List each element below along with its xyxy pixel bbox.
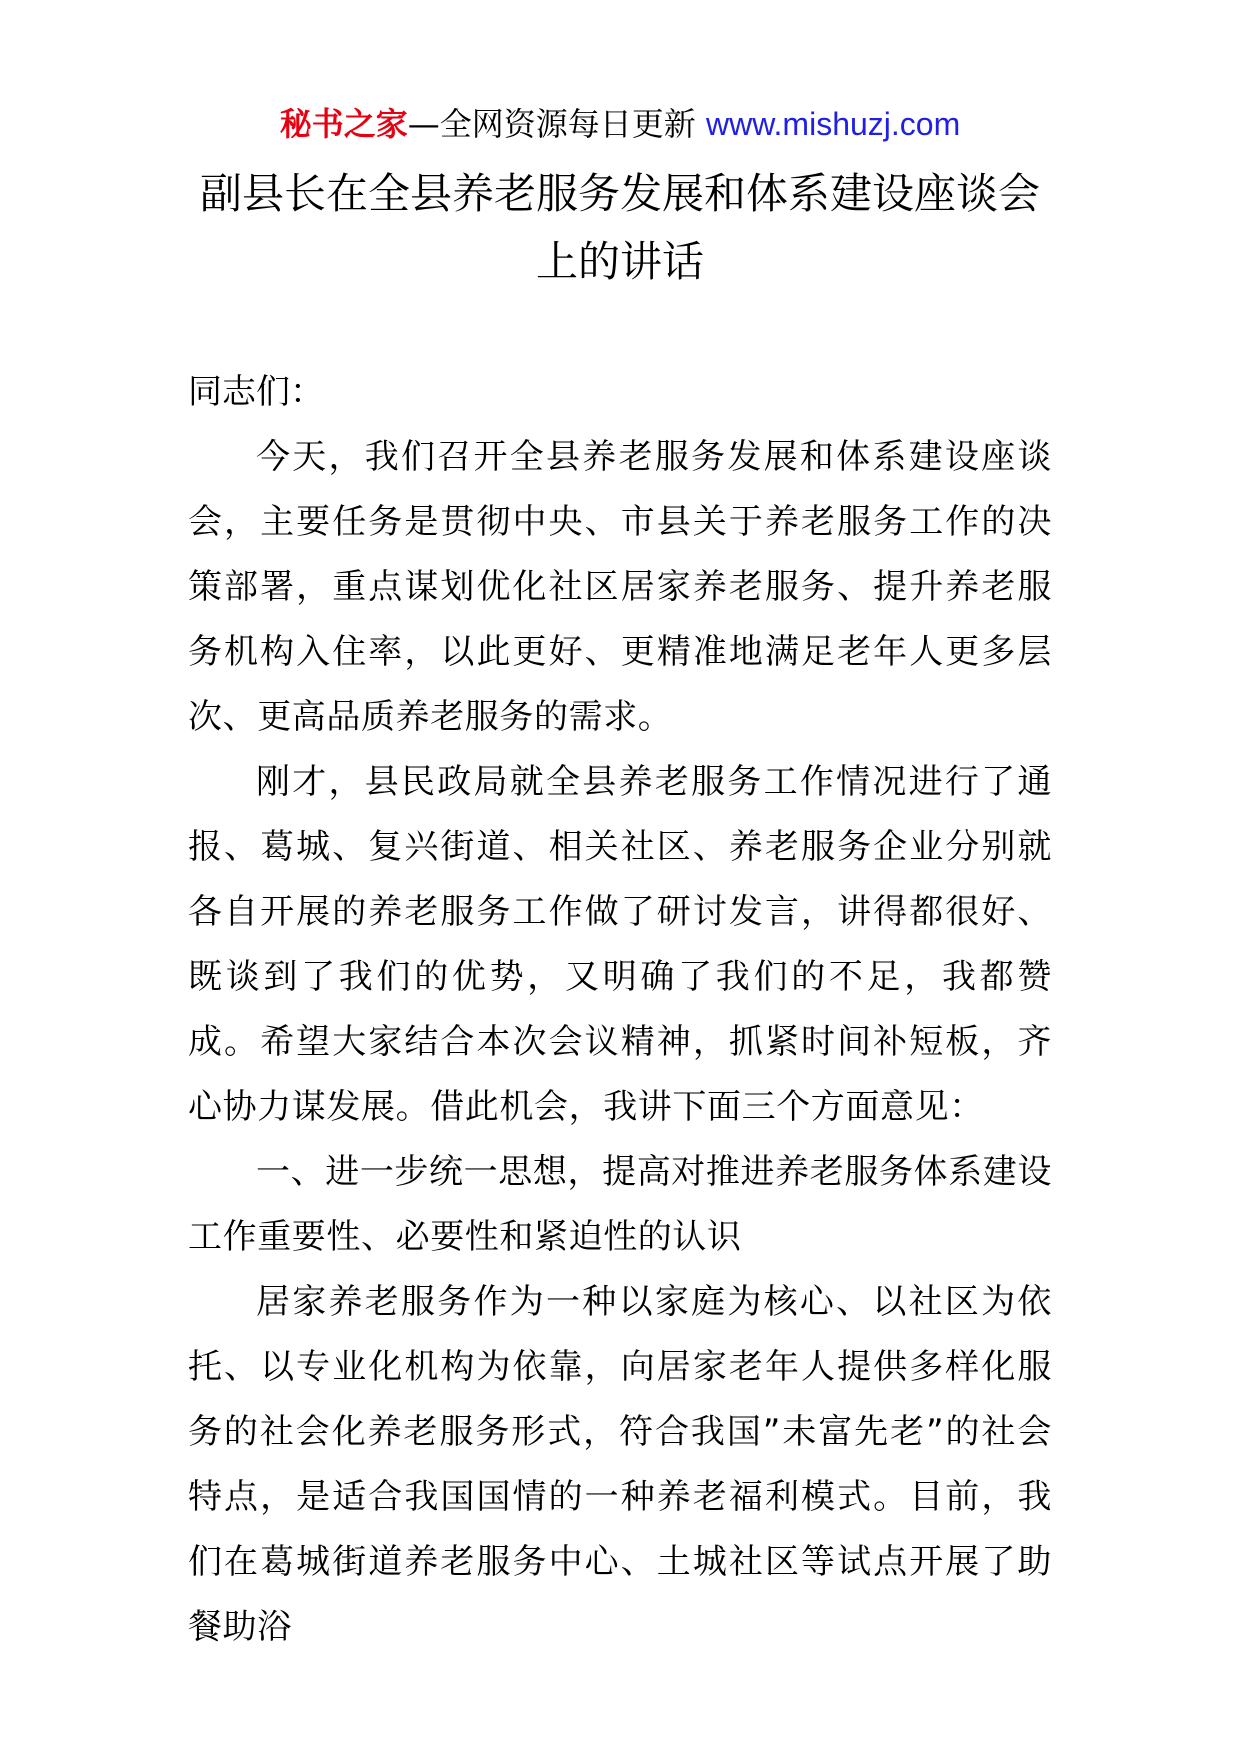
document-title [190, 160, 1050, 296]
document-body [188, 360, 1052, 1660]
section-heading-1: 一、进一步统一思想，提高对推进养老服务体系建设工作重要性、必要性和紧迫性的认识 [188, 1152, 1052, 1257]
title-line-1: 副县长在全县养老服务发展和体系建设座谈会 [199, 169, 1040, 218]
site-banner [0, 100, 1240, 148]
paragraph-section-1: 居家养老服务作为一种以家庭为核心、以社区为依托、以专业化机构为依靠，向居家老年人提供多样化服务的社会化养老服务形式，符合我国”未富先老”的社会特点，是适合我国国情的一种养老福利模式。目前，我们在葛城街道养老服务中心、土城社区等试点开展了助餐助浴 [188, 1282, 1052, 1647]
salutation: 同志们： [188, 372, 324, 412]
paragraph-opening: 今天，我们召开全县养老服务发展和体系建设座谈会，主要任务是贯彻中央、市县关于养老服务工作的决策部署，重点谋划优化社区居家养老服务、提升养老服务机构入住率，以此更好、更精准地满足老年人更多层次、更高品质养老服务的需求。 [188, 437, 1052, 737]
paragraph-review: 刚才，县民政局就全县养老服务工作情况进行了通报、葛城、复兴街道、相关社区、养老服务企业分别就各自开展的养老服务工作做了研讨发言，讲得都很好、既谈到了我们的优势，又明确了我们的不足，我都赞成。希望大家结合本次会议精神，抓紧时间补短板，齐心协力谋发展。借此机会，我讲下面三个方面意见： [188, 762, 1052, 1127]
brand-name: 秘书之家 [279, 105, 408, 143]
title-line-2: 上的讲话 [535, 237, 704, 286]
site-url-link[interactable]: www.mishuzj.com [705, 106, 961, 142]
banner-tagline: —全网资源每日更新 [407, 105, 696, 143]
